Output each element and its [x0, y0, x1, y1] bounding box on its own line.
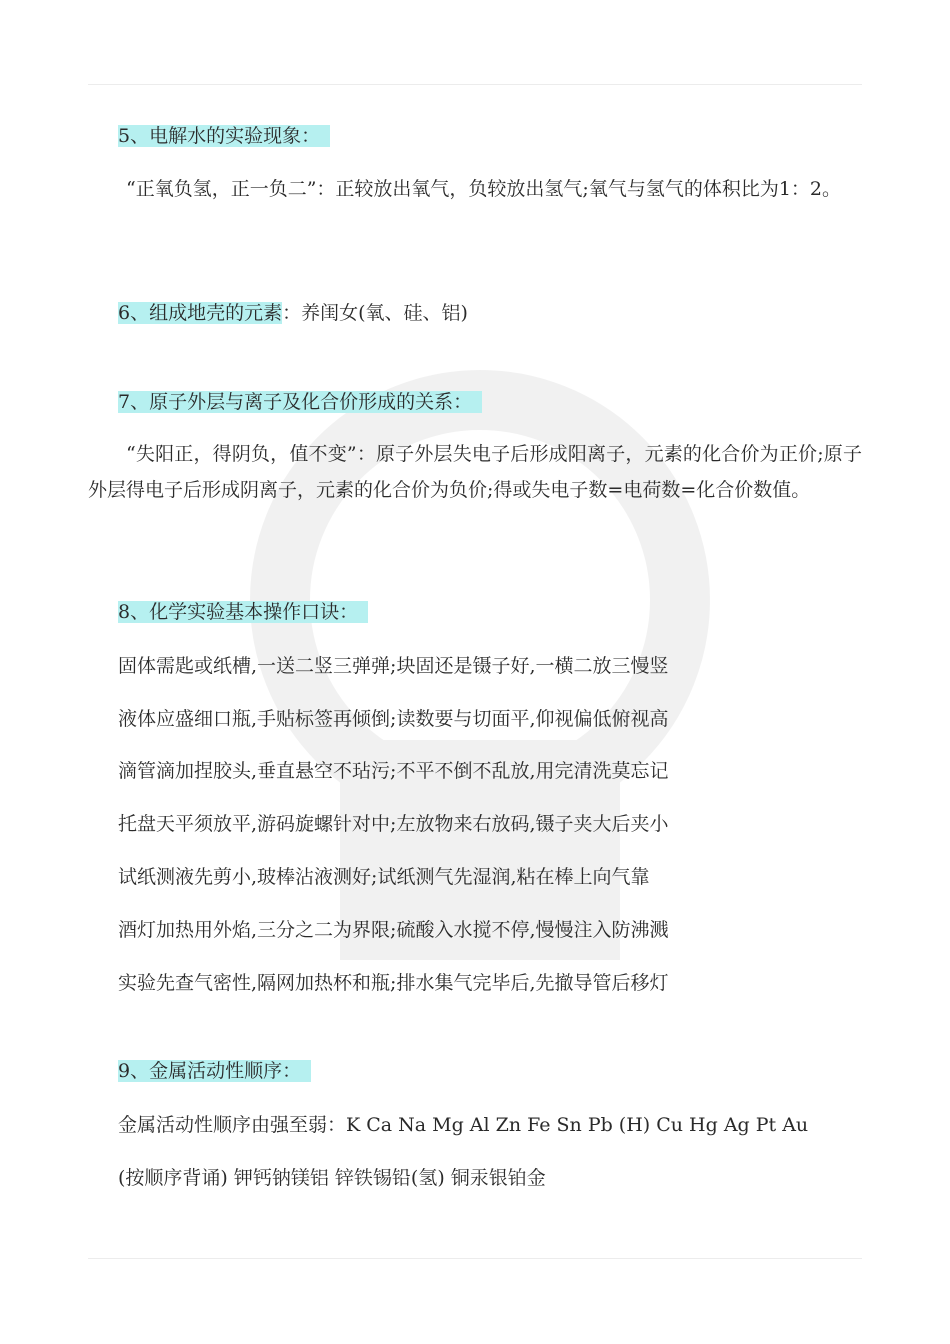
- section-8-heading: 8、化学实验基本操作口诀：: [118, 598, 368, 626]
- list-item: 固体需匙或纸槽,一送二竖三弹弹;块固还是镊子好,一横二放三慢竖: [118, 655, 669, 677]
- section-7-heading: 7、原子外层与离子及化合价形成的关系：: [118, 388, 482, 416]
- section-6-heading: 6、组成地壳的元素：养闺女(氧、硅、铝): [118, 302, 468, 324]
- list-item: 液体应盛细口瓶,手贴标签再倾倒;读数要与切面平,仰视偏低俯视高: [118, 708, 669, 730]
- list-item: 托盘天平须放平,游码旋螺针对中;左放物来右放码,镊子夹大后夹小: [118, 813, 669, 835]
- bottom-divider: [88, 1258, 862, 1259]
- top-divider: [88, 84, 862, 85]
- list-item: 实验先查气密性,隔网加热杯和瓶;排水集气完毕后,先撤导管后移灯: [118, 972, 669, 994]
- section-5-paragraph: “正氧负氢，正一负二”：正较放出氧气，负较放出氢气;氧气与氢气的体积比为1：2。: [126, 178, 842, 200]
- section-9-heading: 9、金属活动性顺序：: [118, 1057, 311, 1085]
- list-item: 试纸测液先剪小,玻棒沾液测好;试纸测气先湿润,粘在棒上向气靠: [118, 866, 650, 888]
- metal-activity-series: 金属活动性顺序由强至弱：K Ca Na Mg Al Zn Fe Sn Pb (H) Cu Hg Ag Pt Au: [118, 1114, 809, 1136]
- section-7-paragraph: “失阳正，得阴负，值不变”：原子外层失电子后形成阳离子，元素的化合价为正价;原子外层得电子后形成阴离子，元素的化合价为负价;得或失电子数=电荷数=化合价数值。: [88, 443, 862, 501]
- list-item: 酒灯加热用外焰,三分之二为界限;硫酸入水搅不停,慢慢注入防沸溅: [118, 919, 669, 941]
- section-6-heading-rest: ：养闺女(氧、硅、铝): [282, 302, 468, 324]
- metal-activity-mnemonic: (按顺序背诵) 钾钙钠镁铝 锌铁锡铅(氢) 铜汞银铂金: [118, 1167, 546, 1189]
- section-5-heading: 5、电解水的实验现象：: [118, 122, 330, 150]
- list-item: 滴管滴加捏胶头,垂直悬空不玷污;不平不倒不乱放,用完清洗莫忘记: [118, 760, 669, 782]
